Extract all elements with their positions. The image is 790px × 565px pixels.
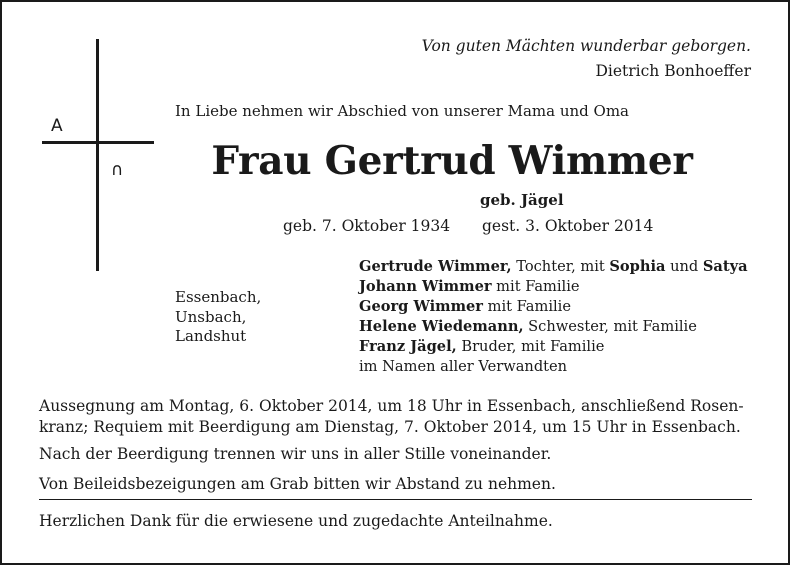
- funeral-details: Aussegnung am Montag, 6. Oktober 2014, um 18 Uhr in Essenbach, anschließend Rosen-kranz; Requiem mit Beerdigung am Dienstag, 7. Oktober 2014, um 15 Uhr in Essenbach.: [39, 397, 744, 436]
- mourner-line: Helene Wiedemann, Schwester, mit Familie: [359, 318, 697, 335]
- divider-line: [39, 499, 752, 500]
- mourner-line: Johann Wimmer mit Familie: [359, 278, 580, 295]
- place-item: Unsbach,: [175, 307, 247, 326]
- mourner-line: Franz Jägel, Bruder, mit Familie: [359, 338, 605, 355]
- places-list: [175, 288, 261, 347]
- mourner-name: Gertrude Wimmer,: [359, 258, 512, 275]
- place-item: Essenbach,: [175, 288, 262, 306]
- place-item: Landshut: [175, 327, 247, 345]
- mourners-list: [359, 257, 748, 377]
- thanks-line: Herzlichen Dank für die erwiesene und zugedachte Anteilnahme.: [39, 512, 553, 530]
- condolences-note: Von Beileidsbezeigungen am Grab bitten wir Abstand zu nehmen.: [39, 475, 556, 493]
- silence-note: Nach der Beerdigung trennen wir uns in aller Stille voneinander.: [39, 445, 552, 463]
- omega-symbol-icon: ∩: [111, 160, 124, 180]
- mourner-line: Georg Wimmer mit Familie: [359, 298, 571, 315]
- alpha-symbol-icon: A: [51, 116, 63, 136]
- deceased-name: Frau Gertrud Wimmer: [211, 138, 693, 184]
- death-date: gest. 3. Oktober 2014: [482, 217, 654, 235]
- mourner-line: Gertrude Wimmer, Tochter, mit Sophia und Satya: [359, 258, 748, 275]
- quote-author: Dietrich Bonhoeffer: [595, 62, 751, 80]
- maiden-name: geb. Jägel: [480, 191, 564, 209]
- birth-date: geb. 7. Oktober 1934: [283, 217, 451, 235]
- mourner-name: Johann Wimmer: [359, 278, 492, 295]
- mourner-name: Helene Wiedemann,: [359, 318, 524, 335]
- mourner-name: Franz Jägel,: [359, 338, 457, 355]
- intro-line: In Liebe nehmen wir Abschied von unserer Mama und Oma: [175, 102, 629, 120]
- mourner-name: Georg Wimmer: [359, 298, 483, 315]
- mourner-line: im Namen aller Verwandten: [359, 358, 568, 375]
- quote-text: Von guten Mächten wunderbar geborgen.: [421, 37, 751, 55]
